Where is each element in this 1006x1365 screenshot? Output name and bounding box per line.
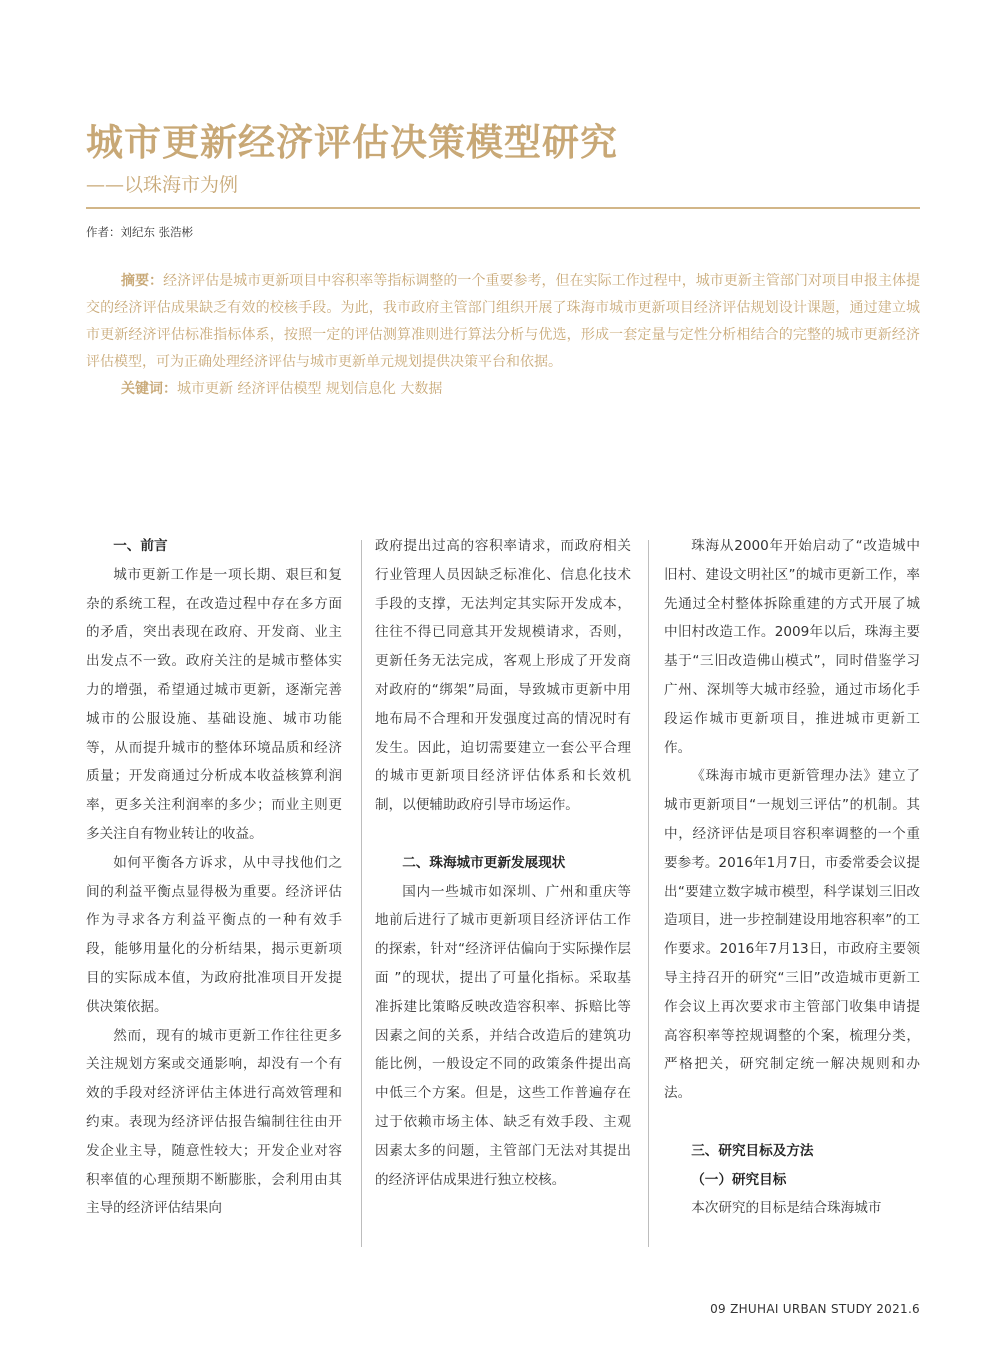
body-paragraph: 如何平衡各方诉求，从中寻找他们之间的利益平衡点显得极为重要。经济评估作为寻求各方利益平衡点的一种有效手段，能够用量化的分析结果，揭示更新项目的实际成本值，为政府批准项目开发提供决策依据。 bbox=[86, 854, 342, 1015]
subsection-heading-goals: （一）研究目标 bbox=[691, 1171, 787, 1188]
column-divider bbox=[361, 540, 362, 1247]
section-heading-intro: 一、前言 bbox=[113, 538, 168, 554]
body-paragraph: 本次研究的目标是结合珠海城市 bbox=[691, 1200, 882, 1217]
article-title: 城市更新经济评估决策模型研究 bbox=[86, 121, 618, 164]
abstract-paragraph bbox=[86, 268, 920, 376]
body-paragraph: 城市更新工作是一项长期、艰巨和复杂的系统工程，在改造过程中存在多方面的矛盾，突出表现在政府、开发商、业主出发点不一致。政府关注的是城市整体实力的增强，希望通过城市更新，逐渐完善城市的公服设施、基础设施、城市功能等，从而提升城市的整体环境品质和经济质量；开发商通过分析成本收益核算利润率，更多关注利润率的多少；而业主则更多关注自有物业转让的收益。 bbox=[86, 566, 342, 842]
column-3 bbox=[664, 532, 920, 1223]
column-2 bbox=[375, 532, 631, 1194]
page-footer: 09 ZHUHAI URBAN STUDY 2021.6 bbox=[710, 1302, 920, 1316]
column-1 bbox=[86, 532, 342, 1223]
abstract-text: 经济评估是城市更新项目中容积率等指标调整的一个重要参考，但在实际工作过程中，城市更新主管部门对项目申报主体提交的经济评估成果缺乏有效的校核手段。为此，我市政府主管部门组织开展了珠海市城市更新项目经济评估规划设计课题，通过建立城市更新经济评估标准指标体系，按照一定的评估测算准则进行算法分析与优选，形成一套定量与定性分析相结合的完整的城市更新经济评估模型，可为正确处理经济评估与城市更新单元规划提供决策平台和依据。 bbox=[86, 273, 921, 370]
body-paragraph: 珠海从2000年开始启动了“改造城中旧村、建设文明社区”的城市更新工作，率先通过全村整体拆除重建的方式开展了城中旧村改造工作。2009年以后，珠海主要基于“三旧改造佛山模式”，同时借鉴学习广州、深圳等大城市经验，通过市场化手段运作城市更新项目，推进城市更新工作。 bbox=[664, 538, 920, 756]
spacer bbox=[375, 820, 631, 849]
abstract-label: 摘要： bbox=[121, 273, 164, 289]
article-subtitle: ——以珠海市为例 bbox=[86, 174, 239, 196]
section-heading-goals: 三、研究目标及方法 bbox=[691, 1142, 814, 1159]
abstract-block bbox=[86, 268, 920, 403]
title-divider bbox=[86, 207, 920, 209]
authors: 作者：刘纪东 张浩彬 bbox=[86, 225, 194, 239]
column-divider bbox=[648, 540, 649, 1247]
spacer bbox=[664, 1108, 920, 1137]
keywords-label: 关键词： bbox=[121, 381, 177, 397]
body-paragraph: 然而，现有的城市更新工作往往更多关注规划方案或交通影响，却没有一个有效的手段对经济评估主体进行高效管理和约束。表现为经济评估报告编制往往由开发企业主导，随意性较大；开发企业对容积率值的心理预期不断膨胀，会利用由其主导的经济评估结果向 bbox=[86, 1027, 342, 1217]
section-heading-status: 二、珠海城市更新发展现状 bbox=[402, 854, 566, 871]
body-paragraph: 政府提出过高的容积率请求，而政府相关行业管理人员因缺乏标准化、信息化技术手段的支撑，无法判定其实际开发成本，往往不得已同意其开发规模请求，否则，更新任务无法完成，客观上形成了开发商对政府的“绑架”局面，导致城市更新中用地布局不合理和开发强度过高的情况时有发生。因此，迫切需要建立一套公平合理的城市更新项目经济评估体系和长效机制，以便辅助政府引导市场运作。 bbox=[375, 538, 631, 814]
keywords-text: 城市更新 经济评估模型 规划信息化 大数据 bbox=[177, 381, 443, 397]
body-paragraph: 国内一些城市如深圳、广州和重庆等地前后进行了城市更新项目经济评估工作的探索，针对“经济评估偏向于实际操作层面 ”的现状，提出了可量化指标。采取基准拆建比策略反映改造容积率、拆赔比等因素之间的关系，并结合改造后的建筑功能比例，一般设定不同的政策条件提出高中低三个方案。但是，这些工作普遍存在过于依赖市场主体、缺乏有效手段、主观因素太多的问题，主管部门无法对其提出的经济评估成果进行独立校核。 bbox=[375, 883, 631, 1188]
keywords-paragraph bbox=[86, 376, 920, 403]
body-paragraph: 《珠海市城市更新管理办法》建立了城市更新项目“一规划三评估”的机制。其中，经济评估是项目容积率调整的一个重要参考。2016年1月7日，市委常委会议提出“要建立数字城市模型，科学谋划三旧改造项目，进一步控制建设用地容积率”的工作要求。2016年7月13日，市政府主要领导主持召开的研究“三旧”改造城市更新工作会议上再次要求市主管部门收集申请提高容积率等控规调整的个案，梳理分类，严格把关，研究制定统一解决规则和办法。 bbox=[664, 768, 920, 1102]
